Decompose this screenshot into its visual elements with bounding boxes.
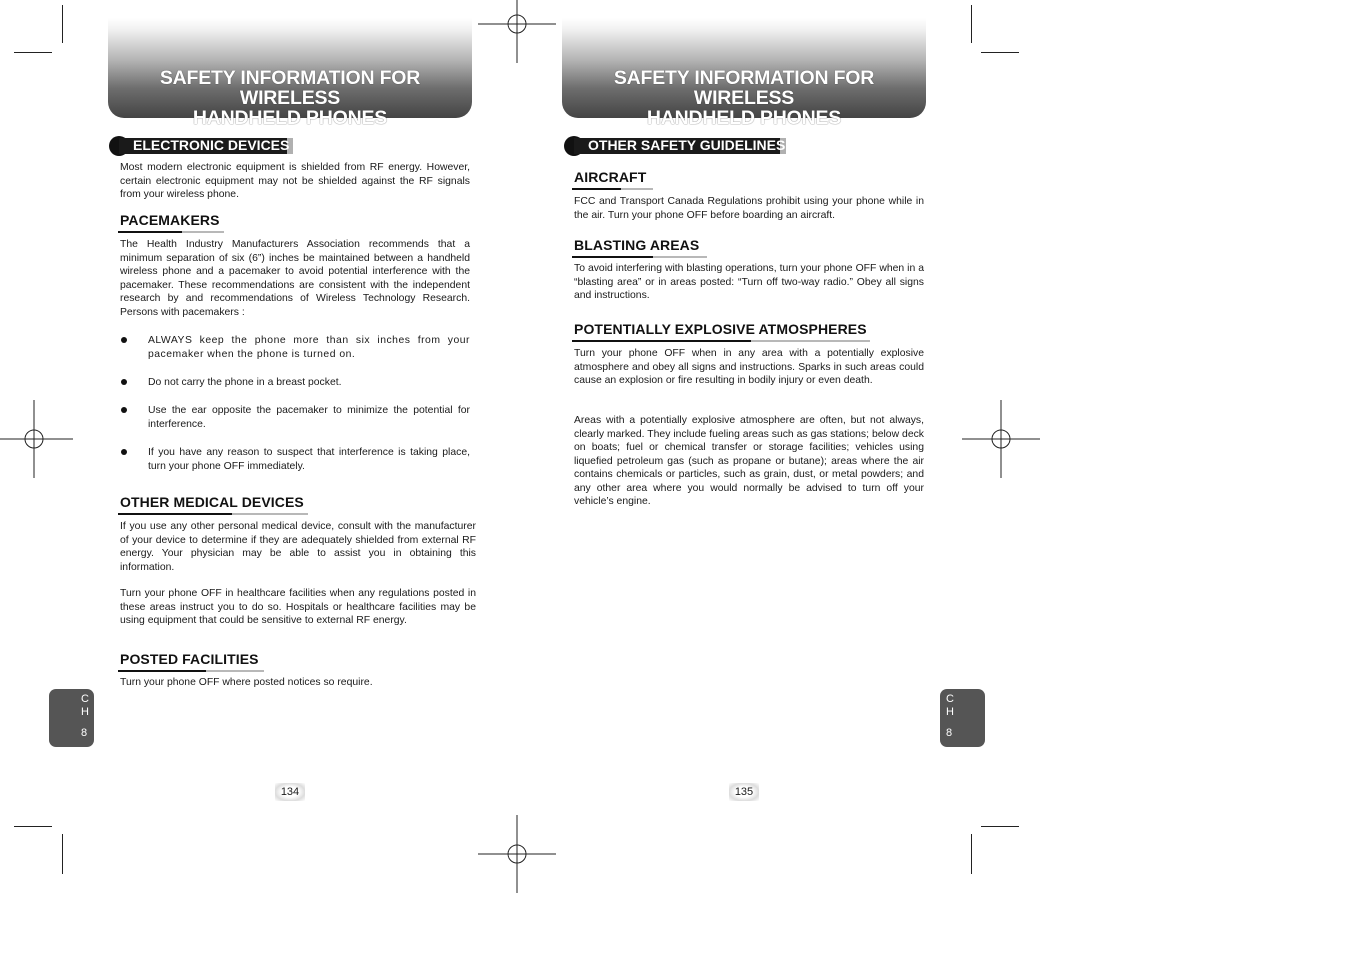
posted-paragraph: Turn your phone OFF where posted notices so require.: [120, 677, 373, 688]
heading-aircraft: AIRCRAFT: [574, 169, 647, 185]
crop-mark: [62, 5, 63, 43]
heading-underline: [572, 256, 707, 258]
registration-mark-icon: [0, 400, 73, 478]
chapter-tab: C H 8: [940, 689, 985, 747]
explosive-paragraph-1: Turn your phone OFF when in any area with a potentially explosive atmosphere and obey all signs and instructions. Sparks in such areas could cause an explosion or fire resulting in bodily injury or even death.: [574, 348, 924, 386]
crop-mark: [62, 834, 63, 874]
bullet-dot: [121, 379, 127, 385]
heading-posted-facilities: POSTED FACILITIES: [120, 651, 259, 667]
page-title: SAFETY INFORMATION FOR WIRELESS HANDHELD PHONES: [613, 67, 875, 129]
medical-paragraph-2: Turn your phone OFF in healthcare facilities when any regulations posted in these areas instruct you to do so. Hospitals or healthcare facilities may be using equipment that could be sensitive to external RF energy.: [120, 588, 476, 626]
heading-pacemakers: PACEMAKERS: [120, 212, 220, 228]
registration-mark-icon: [478, 0, 556, 63]
registration-mark-icon: [478, 815, 556, 893]
list-item: Do not carry the phone in a breast pocket.: [148, 377, 342, 388]
crop-mark: [981, 52, 1019, 53]
heading-blasting-areas: BLASTING AREAS: [574, 237, 700, 253]
aircraft-paragraph: FCC and Transport Canada Regulations prohibit using your phone while in the air. Turn your phone OFF before boarding an aircraft.: [574, 196, 924, 221]
crop-mark: [981, 826, 1019, 827]
page-title: SAFETY INFORMATION FOR WIRELESS HANDHELD PHONES: [159, 67, 421, 129]
bullet-dot: [121, 337, 127, 343]
bullet-dot: [121, 449, 127, 455]
chapter-tab: C H 8: [49, 689, 94, 747]
registration-mark-icon: [962, 400, 1040, 478]
crop-mark: [14, 826, 52, 827]
heading-potentially-explosive-atmospheres: POTENTIALLY EXPLOSIVE ATMOSPHERES: [574, 321, 867, 337]
section-label-text: OTHER SAFETY GUIDELINES: [588, 137, 786, 153]
page-header-banner: [108, 18, 472, 129]
heading-underline: [118, 513, 308, 515]
crop-mark: [14, 52, 52, 53]
section-label-text: ELECTRONIC DEVICES: [133, 137, 290, 153]
list-item: If you have any reason to suspect that interference is taking place, turn your phone OFF immediately.: [148, 447, 470, 472]
heading-underline: [572, 340, 870, 342]
page-number: 135: [729, 783, 759, 801]
blasting-paragraph: To avoid interfering with blasting operations, turn your phone OFF when in a “blasting area” or in areas posted: “Turn off two-way radio.” Obey all signs and instructions.: [574, 263, 924, 301]
intro-paragraph: Most modern electronic equipment is shielded from RF energy. However, certain electronic equipment may not be shielded against the RF signals from your wireless phone.: [120, 162, 470, 200]
bullet-dot: [121, 407, 127, 413]
explosive-paragraph-2: Areas with a potentially explosive atmosphere are often, but not always, clearly marked. They include fueling areas such as gas stations; below deck on boats; fuel or chemical transfer or storage facilities; vehicles using liquefied petroleum gas (such as propane or butane); areas where the air contains chemicals or particles, such as grain, dust, or metal powders; and any other area where you would normally be advised to turn off your vehicle’s engine.: [574, 415, 924, 507]
list-item: Use the ear opposite the pacemaker to minimize the potential for interference.: [148, 405, 470, 430]
crop-mark: [971, 834, 972, 874]
crop-mark: [971, 5, 972, 43]
pacemakers-paragraph: The Health Industry Manufacturers Association recommends that a minimum separation of six (6”) inches be maintained between a handheld wireless phone and a pacemaker to avoid potential interference with the pacemaker. These recommendations are consistent with the independent research by and recommendations of Wireless Technology Research. Persons with pacemakers :: [120, 239, 470, 318]
medical-paragraph-1: If you use any other personal medical device, consult with the manufacturer of your device to determine if they are adequately shielded from external RF energy. Your physician may be able to assist you in obtaining this information.: [120, 521, 476, 573]
heading-other-medical-devices: OTHER MEDICAL DEVICES: [120, 494, 304, 510]
heading-underline: [118, 670, 264, 672]
heading-underline: [572, 188, 653, 190]
page-number: 134: [275, 783, 305, 801]
list-item: ALWAYS keep the phone more than six inches from your pacemaker when the phone is turned on.: [148, 335, 470, 360]
heading-underline: [118, 231, 224, 233]
page-header-banner: [562, 18, 926, 129]
